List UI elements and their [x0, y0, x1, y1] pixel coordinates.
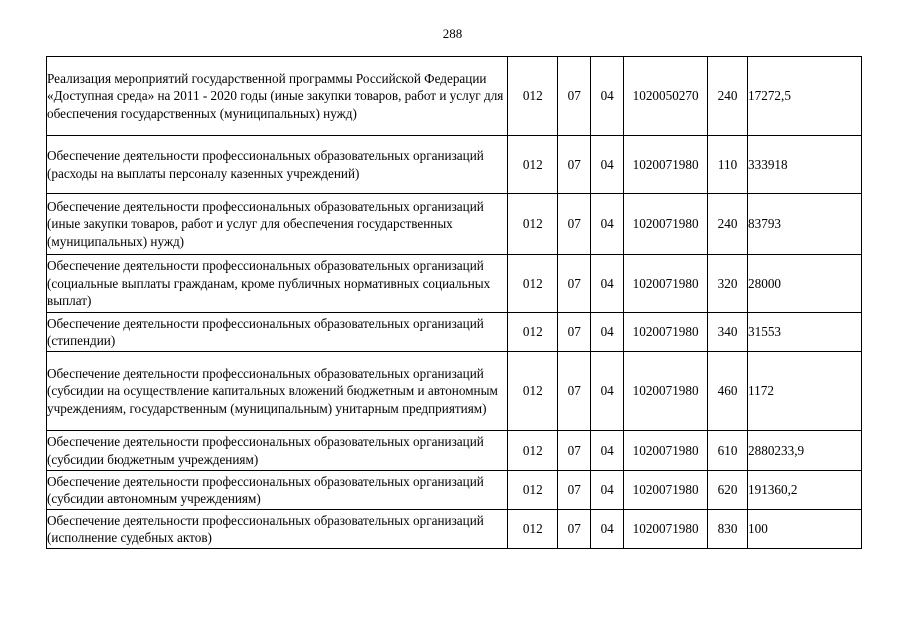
ministry-code: 012	[508, 194, 558, 255]
row-description: Обеспечение деятельности профессиональных образовательных организаций (субсидии на осуществление капитальных вложений бюджетным и автономным учреждениям, государственным (муниципальным) унитарным предприятиям)	[47, 352, 508, 431]
subsection-code: 04	[591, 57, 624, 136]
table-row	[47, 255, 862, 313]
subsection-code: 04	[591, 194, 624, 255]
amount: 31553	[748, 313, 862, 352]
expense-type-code: 320	[708, 255, 748, 313]
section-code: 07	[558, 352, 591, 431]
target-article-code: 1020071980	[624, 471, 708, 510]
row-description: Обеспечение деятельности профессиональных образовательных организаций (субсидии автономным учреждениям)	[47, 471, 508, 510]
subsection-code: 04	[591, 136, 624, 194]
row-description: Обеспечение деятельности профессиональных образовательных организаций (социальные выплаты гражданам, кроме публичных нормативных социальных выплат)	[47, 255, 508, 313]
table-row	[47, 352, 862, 431]
expense-type-code: 830	[708, 510, 748, 549]
section-code: 07	[558, 136, 591, 194]
section-code: 07	[558, 194, 591, 255]
section-code: 07	[558, 431, 591, 471]
table-row	[47, 313, 862, 352]
expense-type-code: 240	[708, 57, 748, 136]
target-article-code: 1020071980	[624, 255, 708, 313]
row-description: Реализация мероприятий государственной программы Российской Федерации «Доступная среда» на 2011 - 2020 годы (иные закупки товаров, работ и услуг для обеспечения государственных (муниципальных) нужд)	[47, 57, 508, 136]
expense-type-code: 110	[708, 136, 748, 194]
subsection-code: 04	[591, 431, 624, 471]
amount: 28000	[748, 255, 862, 313]
amount: 333918	[748, 136, 862, 194]
expense-type-code: 620	[708, 471, 748, 510]
table-row	[47, 57, 862, 136]
subsection-code: 04	[591, 471, 624, 510]
subsection-code: 04	[591, 510, 624, 549]
subsection-code: 04	[591, 313, 624, 352]
subsection-code: 04	[591, 255, 624, 313]
subsection-code: 04	[591, 352, 624, 431]
ministry-code: 012	[508, 313, 558, 352]
amount: 191360,2	[748, 471, 862, 510]
table-row	[47, 471, 862, 510]
table-row	[47, 431, 862, 471]
table-row	[47, 510, 862, 549]
ministry-code: 012	[508, 471, 558, 510]
ministry-code: 012	[508, 431, 558, 471]
section-code: 07	[558, 255, 591, 313]
page-number: 288	[442, 26, 463, 41]
amount: 2880233,9	[748, 431, 862, 471]
expense-type-code: 340	[708, 313, 748, 352]
section-code: 07	[558, 471, 591, 510]
ministry-code: 012	[508, 352, 558, 431]
target-article-code: 1020050270	[624, 57, 708, 136]
target-article-code: 1020071980	[624, 431, 708, 471]
table-row	[47, 136, 862, 194]
amount: 17272,5	[748, 57, 862, 136]
target-article-code: 1020071980	[624, 352, 708, 431]
expense-type-code: 610	[708, 431, 748, 471]
budget-table	[46, 56, 862, 549]
row-description: Обеспечение деятельности профессиональных образовательных организаций (расходы на выплаты персоналу казенных учреждений)	[47, 136, 508, 194]
amount: 83793	[748, 194, 862, 255]
target-article-code: 1020071980	[624, 136, 708, 194]
row-description: Обеспечение деятельности профессиональных образовательных организаций (стипендии)	[47, 313, 508, 352]
target-article-code: 1020071980	[624, 313, 708, 352]
amount: 100	[748, 510, 862, 549]
expense-type-code: 240	[708, 194, 748, 255]
ministry-code: 012	[508, 510, 558, 549]
table-row	[47, 194, 862, 255]
section-code: 07	[558, 313, 591, 352]
ministry-code: 012	[508, 255, 558, 313]
amount: 1172	[748, 352, 862, 431]
row-description: Обеспечение деятельности профессиональных образовательных организаций (иные закупки товаров, работ и услуг для обеспечения государственных (муниципальных) нужд)	[47, 194, 508, 255]
ministry-code: 012	[508, 57, 558, 136]
section-code: 07	[558, 57, 591, 136]
target-article-code: 1020071980	[624, 194, 708, 255]
row-description: Обеспечение деятельности профессиональных образовательных организаций (исполнение судебных актов)	[47, 510, 508, 549]
expense-type-code: 460	[708, 352, 748, 431]
section-code: 07	[558, 510, 591, 549]
budget-table-body	[47, 57, 862, 549]
target-article-code: 1020071980	[624, 510, 708, 549]
ministry-code: 012	[508, 136, 558, 194]
row-description: Обеспечение деятельности профессиональных образовательных организаций (субсидии бюджетным учреждениям)	[47, 431, 508, 471]
